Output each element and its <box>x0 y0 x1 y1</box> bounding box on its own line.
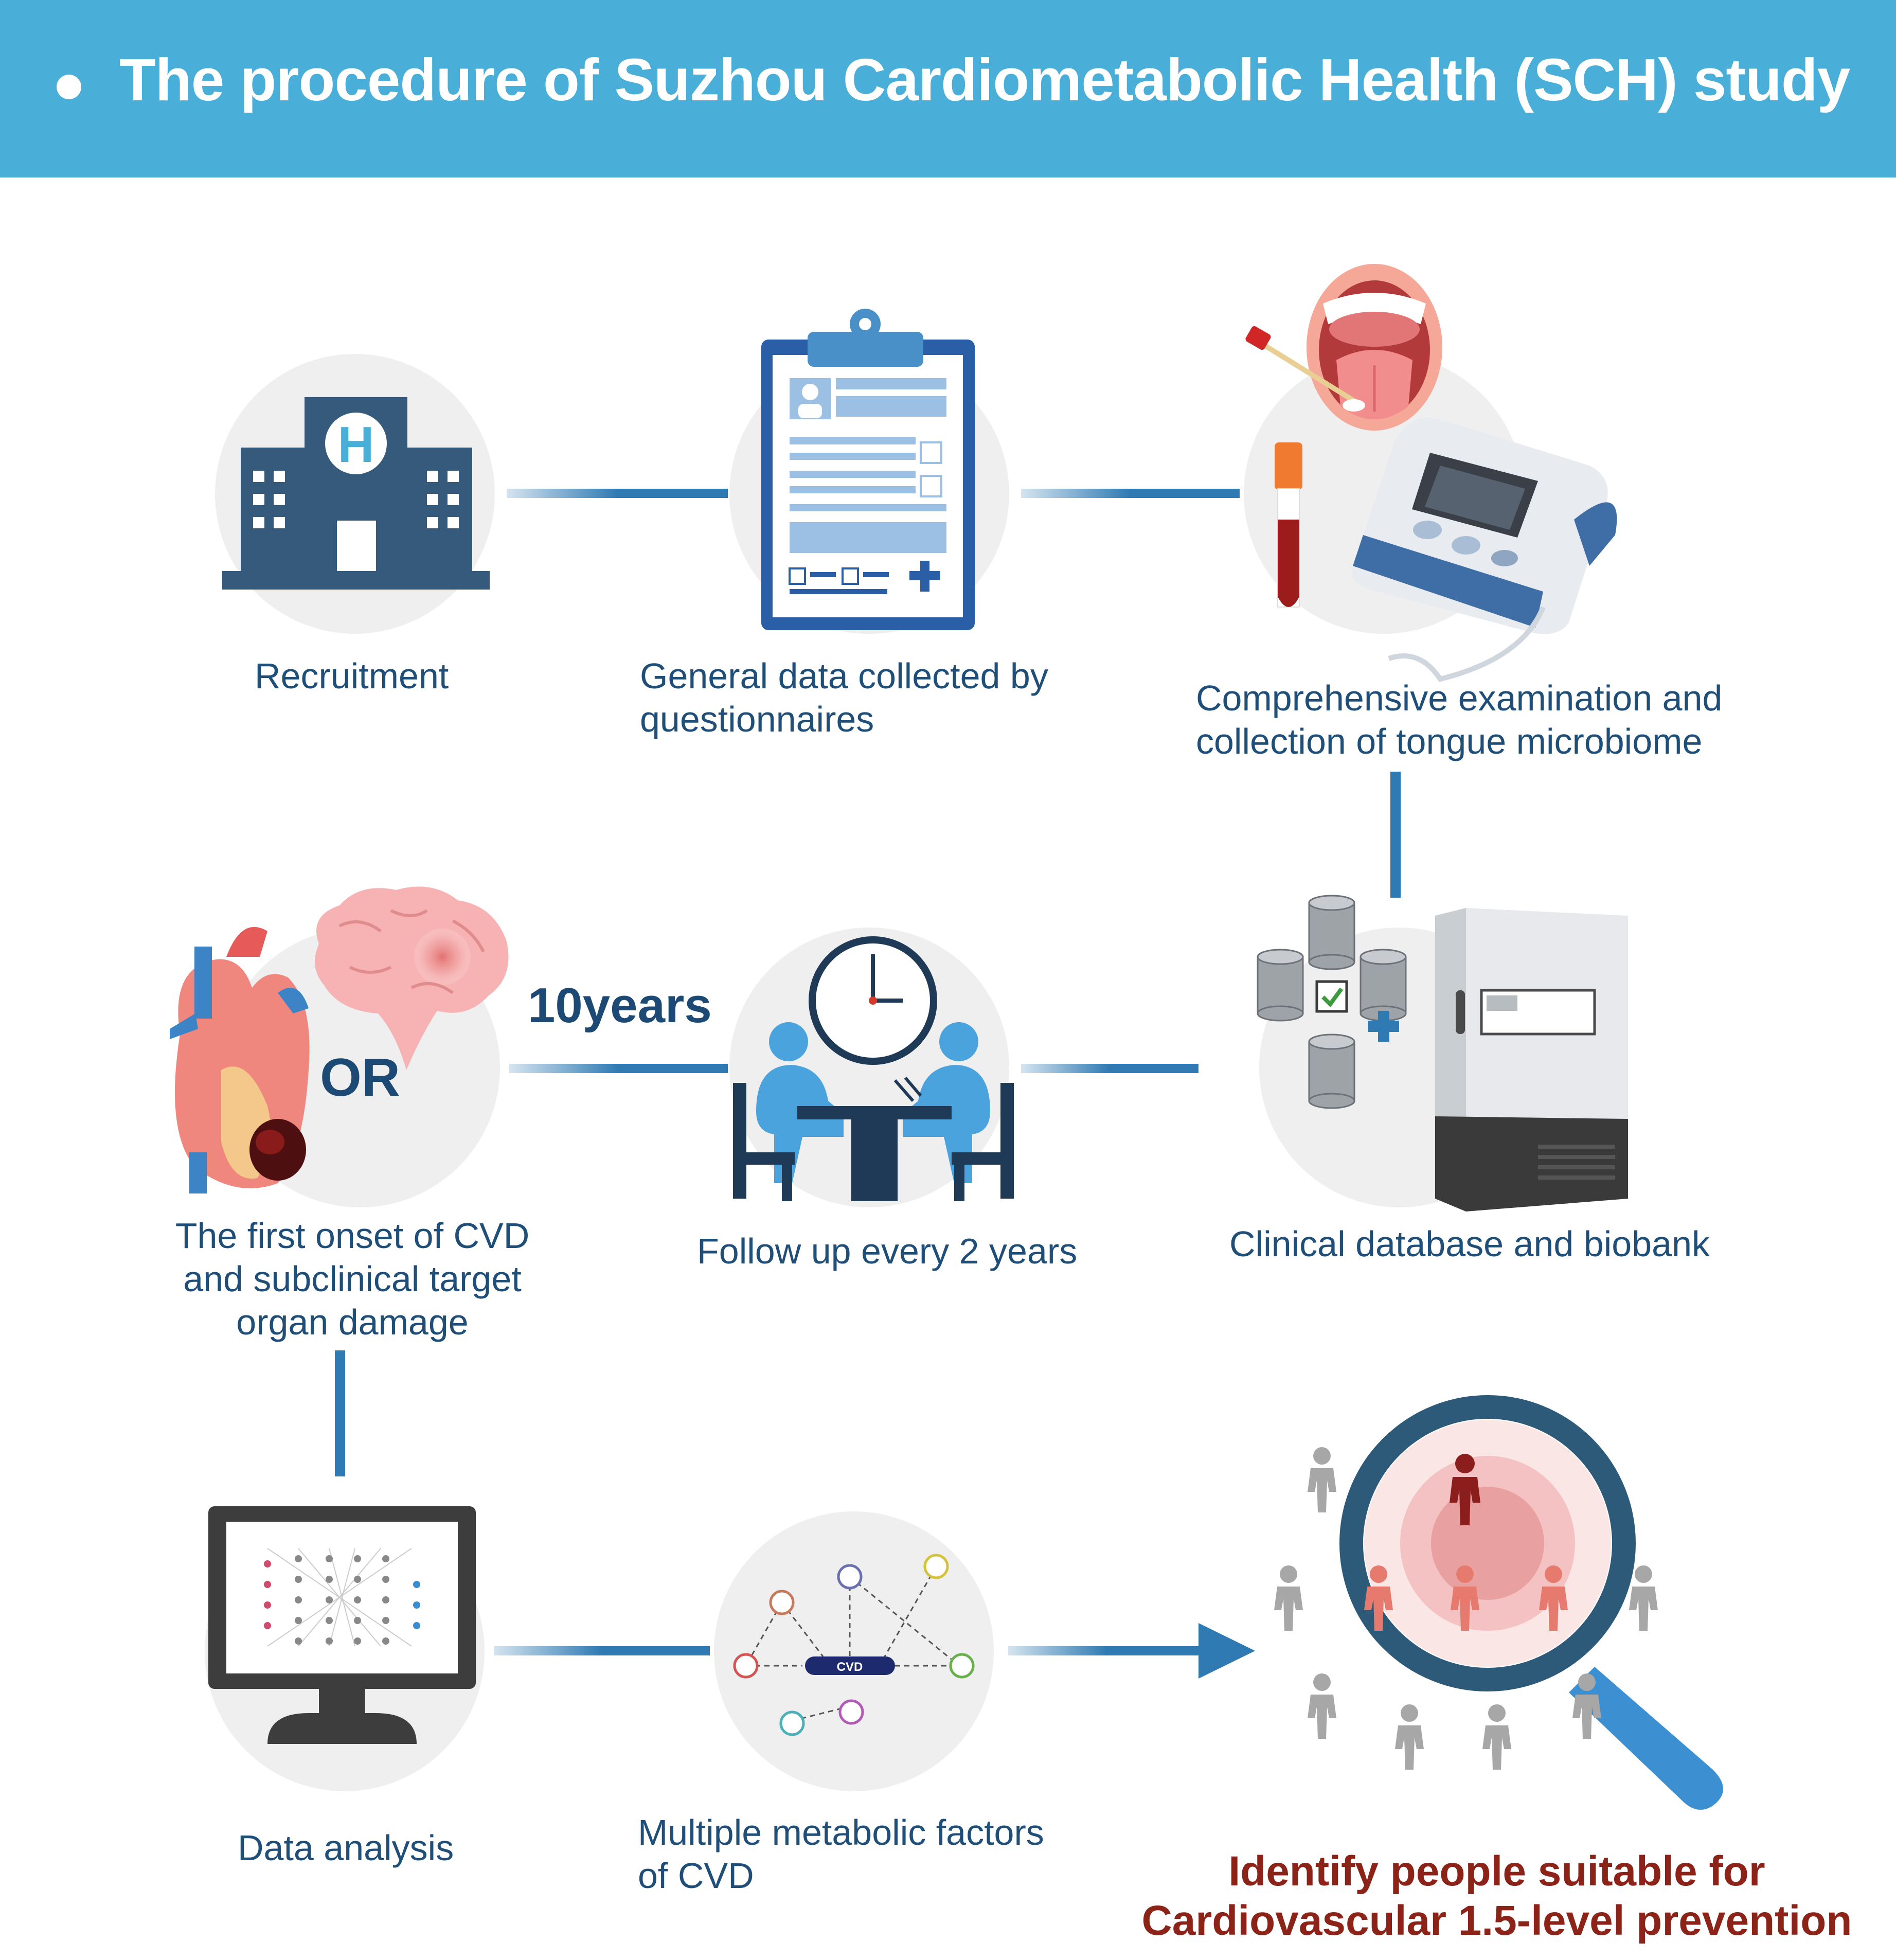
connector-exam-database <box>1390 772 1401 898</box>
label-onset-line1: The first onset of CVD <box>175 1216 530 1256</box>
label-questionnaire <box>640 654 1048 741</box>
magnifier-population-icon <box>1274 1407 1723 1810</box>
ultrasound-device-icon <box>1352 418 1617 679</box>
or-label: OR <box>320 1048 400 1108</box>
label-questionnaire-line1: General data collected by <box>640 656 1048 696</box>
connector-factors-outcome <box>1008 1646 1206 1655</box>
label-followup: Follow up every 2 years <box>697 1231 1078 1271</box>
hospital-letter: H <box>337 416 374 473</box>
label-database: Clinical database and biobank <box>1229 1224 1710 1264</box>
label-examination <box>1196 676 1722 763</box>
connector-followup-onset <box>509 1064 728 1073</box>
connector-analysis-factors <box>494 1646 710 1655</box>
freezer-icon <box>1435 908 1628 1211</box>
connector-recruit-questionnaire <box>507 489 728 498</box>
label-examination-line1: Comprehensive examination and <box>1196 678 1723 718</box>
circle-factors <box>714 1511 994 1791</box>
label-factors-line1: Multiple metabolic factors <box>638 1812 1044 1852</box>
clipboard-icon <box>761 309 975 630</box>
connector-questionnaire-exam <box>1021 489 1240 498</box>
duration-label: 10years <box>528 978 712 1033</box>
connector-database-followup <box>1021 1064 1199 1073</box>
page-title: The procedure of Suzhou Cardiometabolic Health (SCH) study <box>119 46 1850 113</box>
label-onset-line3: organ damage <box>236 1302 469 1342</box>
outcome-line1: Identify people suitable for <box>1228 1848 1765 1895</box>
outcome-label <box>1116 1847 1877 1946</box>
bullet-dot <box>57 75 81 99</box>
label-examination-line2: collection of tongue microbiome <box>1196 721 1703 761</box>
label-questionnaire-line2: questionnaires <box>640 699 874 739</box>
clock-icon <box>812 940 934 1061</box>
label-factors-line2: of CVD <box>638 1856 754 1896</box>
label-analysis: Data analysis <box>238 1828 454 1868</box>
cvd-node-label: CVD <box>836 1660 863 1674</box>
label-factors <box>638 1811 1044 1897</box>
diagram-canvas <box>0 177 1896 1960</box>
connector-onset-analysis <box>335 1350 345 1476</box>
arrow-head <box>1199 1623 1255 1679</box>
label-onset-line2: and subclinical target <box>183 1259 522 1299</box>
mouth-swab-icon <box>1244 264 1442 431</box>
header-banner <box>0 0 1896 177</box>
outcome-line2: Cardiovascular 1.5-level prevention <box>1141 1897 1852 1944</box>
label-onset <box>149 1214 556 1344</box>
blood-tube-icon <box>1275 442 1302 607</box>
label-recruitment: Recruitment <box>255 656 449 696</box>
